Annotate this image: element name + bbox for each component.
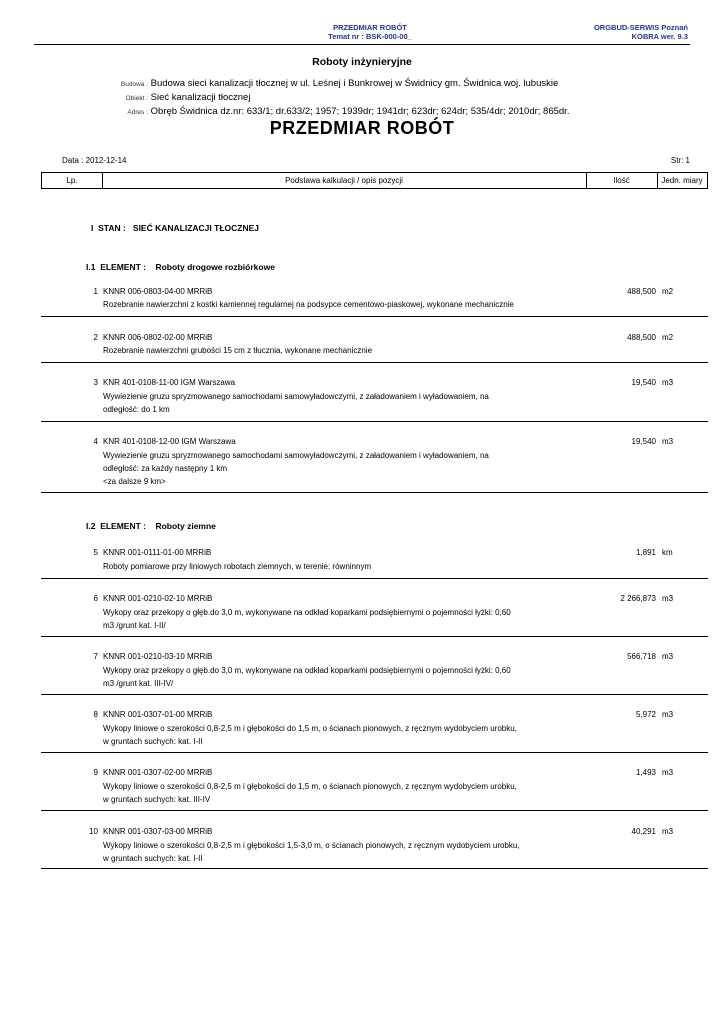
item-unit: km <box>662 548 673 557</box>
header-company: ORGBUD-SERWIS Poznań <box>593 23 688 32</box>
item-lp: 6 <box>93 594 98 603</box>
row-divider <box>41 578 708 579</box>
info-obiekt <box>80 92 700 103</box>
item-code: KNR 401-0108-11-00 IGM Warszawa <box>103 378 236 387</box>
info-budowa-label: Budowa : <box>120 81 148 88</box>
info-adres-label: Adres : <box>127 109 148 116</box>
item-description-line: w gruntach suchych: kat. III-IV <box>103 795 211 804</box>
info-adres-value: Obręb Świdnica dz.nr: 633/1; dr.633/2; 1957; 1939dr; 1941dr; 623dr; 624dr; 535/4dr; 2010dr; 865dr. <box>150 106 570 117</box>
table-header <box>41 172 708 189</box>
item-lp: 5 <box>93 548 98 557</box>
item-description-line: Wykopy liniowe o szerokości 0,8-2,5 m i głębokości 1,5-3,0 m, o ścianach pionowych, z ręcznym wydobyciem urobku, <box>103 841 520 850</box>
item-description <box>103 606 533 632</box>
section-stan-number: I <box>91 223 94 233</box>
item-lp: 2 <box>93 333 98 342</box>
item-code: KNNR 001-0307-03-00 MRRiB <box>103 827 213 836</box>
item-code: KNR 401-0108-12-00 IGM Warszawa <box>103 437 236 446</box>
section-element-name: Roboty ziemne <box>155 521 216 531</box>
document-date: Data : 2012-12-14 <box>62 156 127 165</box>
item-quantity: 1,493 <box>635 768 656 777</box>
item-description-line: Rozebranie nawierzchni z kostki kamiennej regularnej na podsypce cementowo-piaskowej, wykonane mechanicznie <box>103 300 514 309</box>
item-description <box>103 722 533 748</box>
item-lp: 1 <box>93 287 98 296</box>
section-element <box>86 521 216 531</box>
section-stan <box>91 223 259 233</box>
item-description-line: Wykopy oraz przekopy o głęb.do 3,0 m, wykonywane na odkład koparkami podsiębiernymi o pojemności łyżki: 0,60 <box>103 608 511 617</box>
item-description <box>103 560 533 573</box>
item-quantity: 2 266,873 <box>620 594 656 603</box>
item-code: KNNR 001-0111-01-00 MRRiB <box>103 548 212 557</box>
item-description-line: m3 /grunt kat. I-II/ <box>103 621 166 630</box>
item-code: KNNR 001-0307-01-00 MRRiB <box>103 710 213 719</box>
item-unit: m3 <box>662 652 674 661</box>
item-unit: m3 <box>662 378 674 387</box>
item-quantity: 566,718 <box>627 652 656 661</box>
item-quantity: 19,540 <box>631 437 656 446</box>
item-code: KNNR 001-0210-02-10 MRRiB <box>103 594 213 603</box>
item-description-line: <za dalsze 9 km> <box>103 477 166 486</box>
info-obiekt-value: Sieć kanalizacji tłocznej <box>150 92 251 103</box>
page-title: PRZEDMIAR ROBÓT <box>269 118 455 138</box>
item-code: KNNR 006-0802-02-00 MRRiB <box>103 333 213 342</box>
row-divider <box>41 492 708 493</box>
column-header-lp: Lp. <box>66 176 78 185</box>
column-header-unit: Jedn. miary <box>661 176 703 185</box>
item-quantity: 5,972 <box>635 710 656 719</box>
item-lp: 7 <box>93 652 98 661</box>
row-divider <box>41 316 708 317</box>
column-header-quantity: Ilość <box>613 176 630 185</box>
item-description-line: Wywiezienie gruzu spryzmowanego samochodami samowyładowczymi, z załadowaniem i wyładowaniem, na <box>103 392 489 401</box>
header-topic-number: Temat nr : BSK-000-00_ <box>328 32 412 41</box>
info-adres <box>80 106 700 117</box>
item-unit: m2 <box>662 333 674 342</box>
item-lp: 8 <box>93 710 98 719</box>
row-divider <box>41 868 708 869</box>
item-quantity: 488,500 <box>627 333 656 342</box>
item-description-line: Roboty pomiarowe przy liniowych robotach ziemnych, w terenie: równinnym <box>103 562 372 571</box>
header-software-version: KOBRA wer. 9.3 <box>631 32 688 41</box>
section-element-number: I.1 <box>86 262 96 272</box>
item-description <box>103 390 533 416</box>
item-quantity: 488,500 <box>627 287 656 296</box>
row-divider <box>41 636 708 637</box>
item-unit: m3 <box>662 710 674 719</box>
item-lp: 4 <box>93 437 98 446</box>
column-header-description: Podstawa kalkulacji / opis pozycji <box>285 176 403 185</box>
item-lp: 9 <box>93 768 98 777</box>
section-element <box>86 262 275 272</box>
item-description-line: Wykopy oraz przekopy o głęb.do 3,0 m, wykonywane na odkład koparkami podsiębiernymi o pojemności łyżki: 0,60 <box>103 666 511 675</box>
item-code: KNNR 001-0307-02-00 MRRiB <box>103 768 213 777</box>
header-divider <box>34 44 690 45</box>
section-element-label: ELEMENT : <box>100 262 146 272</box>
item-description-line: w gruntach suchych: kat. I-II <box>103 854 203 863</box>
item-description-line: odległość: do 1 km <box>103 405 170 414</box>
item-unit: m3 <box>662 594 674 603</box>
item-description-line: Wykopy liniowe o szerokości 0,8-2,5 m i głębokości do 1,5 m, o ścianach pionowych, z ręcznym wydobyciem urobku, <box>103 782 517 791</box>
item-unit: m3 <box>662 768 674 777</box>
item-lp: 10 <box>89 827 98 836</box>
header-center <box>300 23 440 41</box>
section-stan-label: STAN : <box>98 223 126 233</box>
item-description-line: Wywiezienie gruzu spryzmowanego samochodami samowyładowczymi, z załadowaniem i wyładowaniem, na <box>103 451 489 460</box>
info-budowa-value: Budowa sieci kanalizacji tłocznej w ul. Leśnej i Bunkrowej w Świdnicy gm. Świdnica woj. lubuskie <box>150 78 559 89</box>
item-unit: m2 <box>662 287 674 296</box>
item-description-line: m3 /grunt kat. III-IV/ <box>103 679 174 688</box>
info-budowa <box>80 78 700 89</box>
item-description-line: odległość: za każdy następny 1 km <box>103 464 228 473</box>
item-description-line: Rozebranie nawierzchni grubości 15 cm z tłucznia, wykonane mechanicznie <box>103 346 373 355</box>
section-element-name: Roboty drogowe rozbiórkowe <box>155 262 275 272</box>
item-description <box>103 344 533 357</box>
page-number: Str: 1 <box>670 156 690 165</box>
item-unit: m3 <box>662 437 674 446</box>
item-description-line: Wykopy liniowe o szerokości 0,8-2,5 m i głębokości do 1,5 m, o ścianach pionowych, z ręcznym wydobyciem urobku, <box>103 724 517 733</box>
row-divider <box>41 810 708 811</box>
section-element-label: ELEMENT : <box>100 521 146 531</box>
item-description <box>103 298 533 311</box>
info-obiekt-label: Obiekt : <box>125 95 148 102</box>
item-quantity: 19,540 <box>631 378 656 387</box>
row-divider <box>41 752 708 753</box>
item-description <box>103 780 533 806</box>
item-unit: m3 <box>662 827 674 836</box>
row-divider <box>41 421 708 422</box>
section-stan-name: SIEĆ KANALIZACJI TŁOCZNEJ <box>132 223 259 233</box>
item-description <box>103 839 533 865</box>
item-quantity: 40,291 <box>631 827 656 836</box>
row-divider <box>41 694 708 695</box>
item-code: KNNR 006-0803-04-00 MRRiB <box>103 287 213 296</box>
header-right <box>560 23 688 41</box>
row-divider <box>41 362 708 363</box>
item-description <box>103 449 533 488</box>
item-description <box>103 664 533 690</box>
item-code: KNNR 001-0210-03-10 MRRiB <box>103 652 213 661</box>
item-quantity: 1,891 <box>635 548 656 557</box>
item-description-line: w gruntach suchych: kat. I-II <box>103 737 203 746</box>
header-doc-title: PRZEDMIAR ROBÓT <box>333 23 407 32</box>
document-subtitle: Roboty inżynieryjne <box>312 56 412 68</box>
section-element-number: I.2 <box>86 521 96 531</box>
item-lp: 3 <box>93 378 98 387</box>
